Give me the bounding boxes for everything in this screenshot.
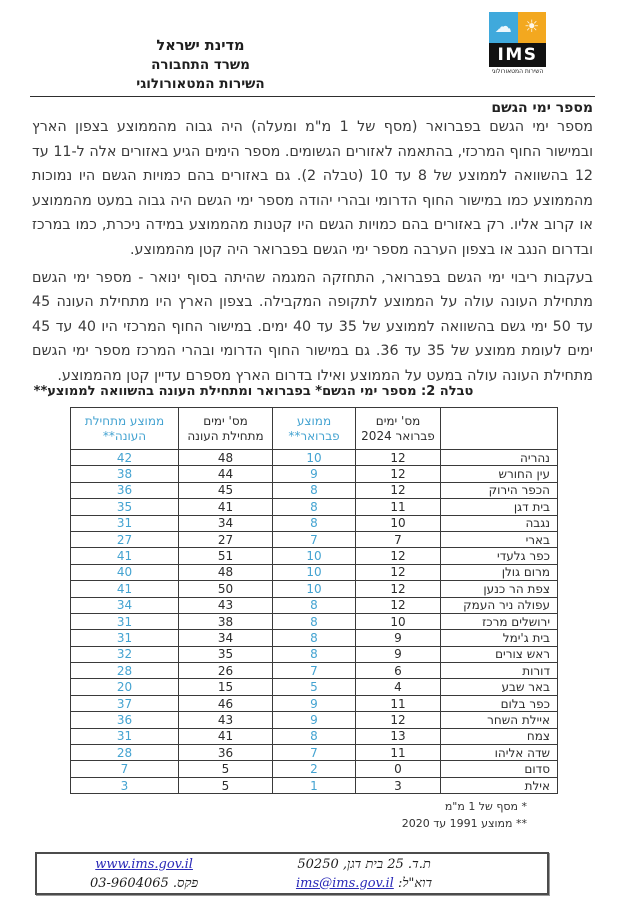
- value-cell: 7: [273, 663, 356, 679]
- value-cell: 3: [71, 777, 179, 793]
- value-cell: 8: [273, 515, 356, 531]
- value-cell: 40: [71, 564, 179, 580]
- table-row: [71, 630, 558, 646]
- value-cell: 15: [179, 679, 273, 695]
- station-name: בית דגן: [441, 499, 558, 515]
- table-row: [71, 679, 558, 695]
- header-station: [441, 408, 558, 450]
- value-cell: 37: [71, 695, 179, 711]
- value-cell: 32: [71, 646, 179, 662]
- station-name: מרום גולן: [441, 564, 558, 580]
- table-row: [71, 777, 558, 793]
- station-name: ראש צורים: [441, 646, 558, 662]
- value-cell: 43: [179, 597, 273, 613]
- rain-days-table: [70, 407, 558, 794]
- table-row: [71, 646, 558, 662]
- logo-squares: [489, 12, 546, 43]
- value-cell: 12: [356, 581, 441, 597]
- table-row: [71, 531, 558, 547]
- station-name: צמח: [441, 728, 558, 744]
- table-row: [71, 450, 558, 466]
- table-row: [71, 548, 558, 564]
- org-line-ministry: משרד התחבורה: [151, 57, 250, 73]
- value-cell: 36: [71, 482, 179, 498]
- footer-left-column: [37, 855, 251, 893]
- table-caption: טבלה 2: מספר ימי הגשם* בפברואר ומתחילת העונה בהשוואה לממוצע**: [33, 384, 474, 399]
- value-cell: 8: [273, 728, 356, 744]
- value-cell: 28: [71, 663, 179, 679]
- table-row: [71, 466, 558, 482]
- value-cell: 11: [356, 499, 441, 515]
- header-col-4: ממוצע מתחילת העונה**: [71, 408, 179, 450]
- value-cell: 12: [356, 564, 441, 580]
- value-cell: 36: [71, 712, 179, 728]
- station-name: עין החורש: [441, 466, 558, 482]
- station-name: נגבה: [441, 515, 558, 531]
- value-cell: 35: [179, 646, 273, 662]
- station-name: איילת השחר: [441, 712, 558, 728]
- value-cell: 9: [273, 466, 356, 482]
- value-cell: 48: [179, 564, 273, 580]
- value-cell: 44: [179, 466, 273, 482]
- table-row: [71, 499, 558, 515]
- value-cell: 8: [273, 646, 356, 662]
- page-title: מספר ימי הגשם: [491, 100, 593, 116]
- value-cell: 50: [179, 581, 273, 597]
- value-cell: 43: [179, 712, 273, 728]
- value-cell: 12: [356, 597, 441, 613]
- rain-days-table-wrap: [70, 407, 558, 794]
- value-cell: 31: [71, 630, 179, 646]
- value-cell: 13: [356, 728, 441, 744]
- value-cell: 41: [179, 499, 273, 515]
- value-cell: 0: [356, 761, 441, 777]
- value-cell: 7: [273, 531, 356, 547]
- station-name: כפר בלום: [441, 695, 558, 711]
- station-name: אילת: [441, 777, 558, 793]
- station-name: צפת הר כנען: [441, 581, 558, 597]
- value-cell: 4: [356, 679, 441, 695]
- table-row: [71, 613, 558, 629]
- value-cell: 31: [71, 728, 179, 744]
- value-cell: 27: [179, 531, 273, 547]
- header-col-2: ממוצע פברואר**: [273, 408, 356, 450]
- table-row: [71, 663, 558, 679]
- value-cell: 36: [179, 745, 273, 761]
- table-row: [71, 482, 558, 498]
- value-cell: 31: [71, 515, 179, 531]
- value-cell: 12: [356, 548, 441, 564]
- header-col-3: מס' ימים מתחילת העונה: [179, 408, 273, 450]
- value-cell: 9: [356, 630, 441, 646]
- value-cell: 10: [273, 450, 356, 466]
- paragraph-season-rain-days: בעקבות ריבוי ימי הגשם בפברואר, התחזקה המגמה שהיתה בסוף ינואר - מספר ימי הגשם מתחילת העונה עולה על הממוצע לתקופה המקבילה. בצפון הארץ היו מתחילת העונה 45 עד 50 ימי גשם בהשוואה לממוצע של 35 עד 40 ימים. במישור החוף המרכזי היו 40 עד 45 ימים לעומת ממוצע של 35 עד 36. גם במישור החוף הדרומי ובהרי המרכז מספר ימי הגשם מתחילת העונה עולה במעט על הממוצע ואילו בדרום הארץ מספרם עדיין קטן מהממוצע.: [32, 269, 594, 384]
- value-cell: 12: [356, 450, 441, 466]
- table-row: [71, 745, 558, 761]
- station-name: הכפר הירוק: [441, 482, 558, 498]
- table-row: [71, 761, 558, 777]
- value-cell: 28: [71, 745, 179, 761]
- body-text: [32, 115, 593, 389]
- footer-contact-box: [35, 852, 549, 895]
- rain-table-body: [71, 450, 558, 794]
- table-footnotes: [402, 799, 527, 832]
- value-cell: 10: [356, 515, 441, 531]
- paragraph-february-rain-days: מספר ימי הגשם בפברואר (מסף של 1 מ"מ ומעלה) היה גבוה מהממוצע בצפון הארץ ובמישור החוף המרכזי, בהתאמה לאזורים הגשומים. מספר הימים הגיע באזורים אלה ל-11 עד 12 בהשוואה לממוצע של 8 עד 10 (טבלה 2). גם באזורים בהם כמויות הגשם היו נמוכות מהממוצע כמו במישור החוף הדרומי ובהרי יהודה מספר ימי הגשם היה גבוה במעט מהממוצע או קרוב אליו. רק באזורים בהם כמויות הגשם היו קטנות מהממוצע במידה ניכרת, כמו במרכז ובדרום הנגב או בצפון הערבה מספר ימי הגשם בפברואר היה קטן מהממוצע.: [32, 119, 594, 258]
- value-cell: 10: [273, 581, 356, 597]
- value-cell: 35: [71, 499, 179, 515]
- value-cell: 8: [273, 482, 356, 498]
- logo-blue-square: [489, 12, 518, 43]
- website-link[interactable]: www.ims.gov.il: [95, 856, 193, 872]
- sun-icon: ☀: [524, 17, 540, 37]
- logo-ims-text: IMS: [489, 43, 546, 67]
- table-header: [71, 408, 558, 450]
- value-cell: 8: [273, 613, 356, 629]
- table-row: [71, 515, 558, 531]
- value-cell: 5: [179, 761, 273, 777]
- value-cell: 38: [179, 613, 273, 629]
- value-cell: 34: [179, 630, 273, 646]
- table-header-row: [71, 408, 558, 450]
- value-cell: 7: [273, 745, 356, 761]
- letterhead-org-block: [128, 36, 273, 94]
- value-cell: 10: [273, 564, 356, 580]
- value-cell: 41: [71, 548, 179, 564]
- table-row: [71, 695, 558, 711]
- value-cell: 12: [356, 482, 441, 498]
- value-cell: 34: [179, 515, 273, 531]
- station-name: סדום: [441, 761, 558, 777]
- value-cell: 10: [273, 548, 356, 564]
- value-cell: 46: [179, 695, 273, 711]
- value-cell: 9: [273, 695, 356, 711]
- value-cell: 11: [356, 745, 441, 761]
- ims-logo: [489, 12, 546, 75]
- org-line-service: השירות המטאורולוגי: [136, 76, 265, 92]
- table-row: [71, 597, 558, 613]
- table-row: [71, 581, 558, 597]
- station-name: ירושלים מרכז: [441, 613, 558, 629]
- value-cell: 20: [71, 679, 179, 695]
- value-cell: 2: [273, 761, 356, 777]
- value-cell: 8: [273, 630, 356, 646]
- fax-number: פקס. 03-9604065: [89, 875, 199, 891]
- value-cell: 12: [356, 712, 441, 728]
- value-cell: 51: [179, 548, 273, 564]
- footnote-threshold: * מסף של 1 מ"מ: [444, 800, 527, 813]
- value-cell: 9: [356, 646, 441, 662]
- value-cell: 8: [273, 597, 356, 613]
- value-cell: 34: [71, 597, 179, 613]
- station-name: בית ג'ימל: [441, 630, 558, 646]
- value-cell: 3: [356, 777, 441, 793]
- station-name: שדה אליהו: [441, 745, 558, 761]
- logo-caption: השירות המטאורולוגי: [491, 68, 544, 75]
- value-cell: 31: [71, 613, 179, 629]
- value-cell: 26: [179, 663, 273, 679]
- station-name: דורות: [441, 663, 558, 679]
- header-col-1: מס' ימים פברואר 2024: [356, 408, 441, 450]
- value-cell: 42: [71, 450, 179, 466]
- value-cell: 5: [179, 777, 273, 793]
- header-divider: [30, 96, 595, 97]
- value-cell: 48: [179, 450, 273, 466]
- station-name: באר שבע: [441, 679, 558, 695]
- table-row: [71, 728, 558, 744]
- value-cell: 11: [356, 695, 441, 711]
- station-name: נהריה: [441, 450, 558, 466]
- email-link[interactable]: ims@ims.gov.il: [295, 875, 394, 891]
- value-cell: 41: [179, 728, 273, 744]
- org-line-state: מדינת ישראל: [156, 38, 245, 54]
- value-cell: 41: [71, 581, 179, 597]
- logo-orange-square: [518, 12, 547, 43]
- station-name: כפר גלעדי: [441, 548, 558, 564]
- value-cell: 45: [179, 482, 273, 498]
- value-cell: 12: [356, 466, 441, 482]
- table-row: [71, 564, 558, 580]
- station-name: בארי: [441, 531, 558, 547]
- cloud-icon: ☁: [494, 17, 512, 37]
- email-label: דוא"ל:: [397, 875, 433, 891]
- footnote-average-period: ** ממוצע 1991 עד 2020: [401, 816, 527, 830]
- value-cell: 7: [356, 531, 441, 547]
- value-cell: 7: [71, 761, 179, 777]
- value-cell: 1: [273, 777, 356, 793]
- footer-right-column: [251, 855, 547, 893]
- value-cell: 5: [273, 679, 356, 695]
- value-cell: 6: [356, 663, 441, 679]
- value-cell: 38: [71, 466, 179, 482]
- station-name: עפולה ניר העמק: [441, 597, 558, 613]
- value-cell: 8: [273, 499, 356, 515]
- table-row: [71, 712, 558, 728]
- value-cell: 10: [356, 613, 441, 629]
- value-cell: 9: [273, 712, 356, 728]
- value-cell: 27: [71, 531, 179, 547]
- postal-address: ת.ד. 25 בית דגן, 50250: [297, 856, 431, 872]
